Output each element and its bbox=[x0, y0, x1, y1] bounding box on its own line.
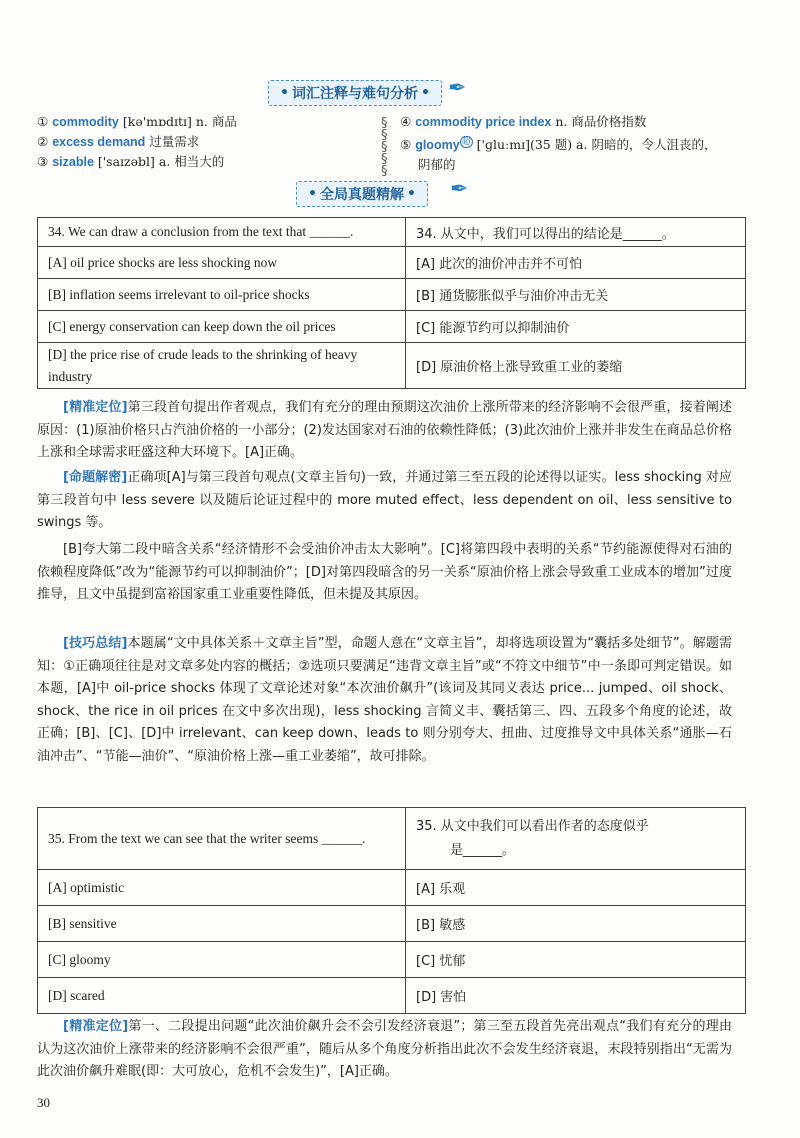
vocab-section-title: 词汇注释与难句分析 bbox=[291, 86, 418, 102]
table-row bbox=[38, 279, 746, 311]
column-divider: § § § § § bbox=[381, 116, 388, 179]
table-row bbox=[38, 978, 746, 1014]
q35-option-b-zh: [B] 敏感 bbox=[406, 906, 746, 942]
section-tag: [精准定位] bbox=[63, 400, 128, 415]
vocab-item: ③ sizable ['saɪzəbl] a. 相当大的 bbox=[37, 154, 225, 169]
q35-stem-zh: 35. 从文中我们可以看出作者的态度似乎 是______。 bbox=[406, 808, 746, 870]
vocab-item: ② excess demand 过量需求 bbox=[37, 134, 200, 149]
table-row bbox=[38, 808, 746, 870]
question-35-table bbox=[37, 807, 746, 1014]
question-34-table bbox=[37, 217, 746, 389]
analysis-34-distractors: [B]夸大第二段中暗含关系“经济情形不会受油价冲击太大影响”。[C]将第四段中表明的关系“节约能源使得对石油的依赖程度降低”改为“能源节约可以抑制油价”；[D]对第四段暗含的另一关系“原油价格上涨会导致重工业成本的增加”过度推导，且文中虽提到富裕国家重工业重要性降低，但未提及其原因。 bbox=[37, 542, 732, 602]
q34-option-a-zh: [A] 此次的油价冲击并不可怕 bbox=[406, 247, 746, 279]
q35-option-d-zh: [D] 害怕 bbox=[406, 978, 746, 1014]
analysis-34-positioning: [精准定位]第三段首句提出作者观点，我们有充分的理由预期这次油价上涨所带来的经济影响不会很严重，接着阐述原因：(1)原油价格只占汽油价格的一小部分；(2)发达国家对石油的依赖性降低；(3)此次油价上涨并非发生在商品总价格上涨和全球需求旺盛这种大环境下。[A]正确。 bbox=[37, 400, 732, 460]
analysis-35-positioning: [精准定位]第一、二段提出问题“此次油价飙升会不会引发经济衰退”；第三至五段首先亮出观点“我们有充分的理由认为这次油价上涨带来的经济影响不会很严重”，随后从多个角度分析指出此次不会发生经济衰退，末段特别指出“无需为此次油价飙升难眠(即：大可放心，危机不会发生)”，[A]正确。 bbox=[37, 1019, 732, 1079]
page-number: 30 bbox=[37, 1095, 50, 1110]
table-row bbox=[38, 247, 746, 279]
q35-option-c-en: [C] gloomy bbox=[38, 942, 406, 978]
exam-section-banner: • 全局真题精解 • bbox=[296, 181, 428, 207]
table-row bbox=[38, 343, 746, 389]
q35-option-b-en: [B] sensitive bbox=[38, 906, 406, 942]
exam-badge: 超 bbox=[461, 137, 471, 147]
q35-option-d-en: [D] scared bbox=[38, 978, 406, 1014]
vocab-right-column bbox=[400, 112, 760, 175]
section-tag: [精准定位] bbox=[63, 1019, 129, 1034]
section-tag: [命题解密] bbox=[63, 470, 128, 485]
q35-option-a-en: [A] optimistic bbox=[38, 870, 406, 906]
vocab-left-column bbox=[37, 112, 377, 172]
q35-option-a-zh: [A] 乐观 bbox=[406, 870, 746, 906]
table-row bbox=[38, 870, 746, 906]
table-row bbox=[38, 311, 746, 343]
vocab-section-banner: • 词汇注释与难句分析 • bbox=[268, 80, 442, 106]
section-tag: [技巧总结] bbox=[63, 636, 128, 651]
exam-section-title: 全局真题精解 bbox=[319, 187, 404, 203]
q34-option-b-zh: [B] 通货膨胀似乎与油价冲击无关 bbox=[406, 279, 746, 311]
table-row bbox=[38, 942, 746, 978]
vocab-item: ④ commodity price index n. 商品价格指数 bbox=[400, 114, 647, 129]
q34-option-d-zh: [D] 原油价格上涨导致重工业的萎缩 bbox=[406, 343, 746, 389]
vocab-item-continued: 阴郁的 bbox=[418, 157, 456, 173]
q34-option-c-en: [C] energy conservation can keep down the oil prices bbox=[38, 311, 406, 343]
q35-stem-en: 35. From the text we can see that the writer seems ______. bbox=[38, 808, 406, 870]
q35-option-c-zh: [C] 忧郁 bbox=[406, 942, 746, 978]
vocab-item: ⑤ gloomy $^超$ ['ɡluːmɪ](35 题) a. 阴暗的，令人沮丧的， bbox=[400, 137, 717, 153]
quill-icon: ✒ bbox=[450, 177, 469, 202]
table-row bbox=[38, 218, 746, 247]
q34-option-c-zh: [C] 能源节约可以抑制油价 bbox=[406, 311, 746, 343]
quill-icon: ✒ bbox=[448, 76, 467, 101]
q34-stem-en: 34. We can draw a conclusion from the text that ______. bbox=[38, 218, 406, 247]
analysis-34-technique: [技巧总结]本题属“文中具体关系＋文章主旨”型，命题人意在“文章主旨”，却将选项设置为“囊括多处细节”。解题需知：①正确项往往是对文章多处内容的概括；②选项只要满足“违背文章主旨”或“不符文中细节”中一条即可判定错误。如本题，[A]中 oil-price shocks 体现了文章论述对象“本次油价飙升”(该词及其同义表达 price... jumped、oil shock、shock、the rice in oil prices 在文中多次出现)，less shocking 言简义丰、囊括第三、四、五段多个角度的论述，故正确；[B]、[C]、[D]中 irrelevant、can keep down、leads to 则分别夸大、扭曲、过度推导文中具体关系“通胀—石油冲击”、“节能—油价”、“原油价格上涨—重工业萎缩”，故可排除。 bbox=[37, 636, 732, 764]
q34-stem-zh: 34. 从文中，我们可以得出的结论是______。 bbox=[406, 218, 746, 247]
table-row bbox=[38, 906, 746, 942]
q34-option-a-en: [A] oil price shocks are less shocking now bbox=[38, 247, 406, 279]
q34-option-b-en: [B] inflation seems irrelevant to oil-price shocks bbox=[38, 279, 406, 311]
analysis-34-decoding: [命题解密]正确项[A]与第三段首句观点(文章主旨句)一致，并通过第三至五段的论述得以证实。less shocking 对应第三段首句中 less severe 以及随后论证过程中的 more muted effect、less dependent on oil、less sensitive to swings 等。 bbox=[37, 470, 732, 530]
vocab-item: ① commodity [kə'mɒdɪtɪ] n. 商品 bbox=[37, 114, 237, 129]
q34-option-d-en: [D] the price rise of crude leads to the shrinking of heavy industry bbox=[38, 343, 406, 389]
